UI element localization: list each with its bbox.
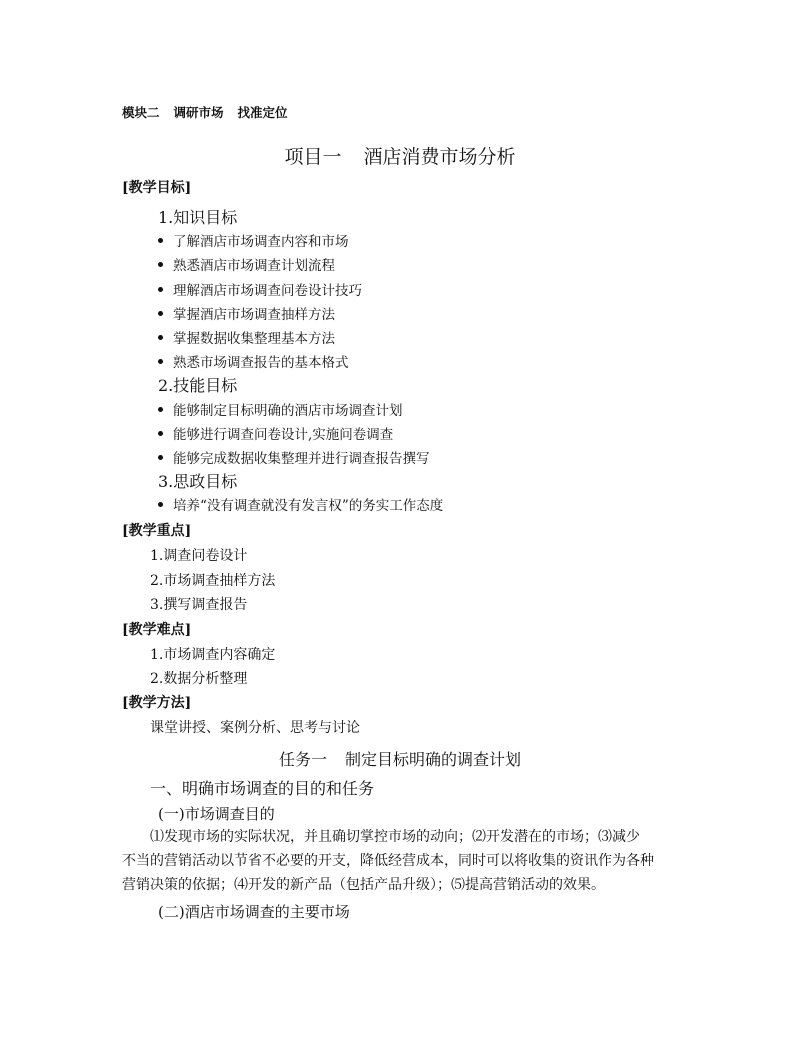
skills-item: 能够完成数据收集整理并进行调查报告撰写 (158, 453, 430, 467)
paragraph-line: ⑴发现市场的实际状况，并且确切掌控市场的动向；⑵开发潜在的市场；⑶减少 (150, 829, 640, 845)
methods-heading: [教学方法] (122, 695, 192, 711)
objectives-heading: [教学目标] (122, 180, 192, 196)
knowledge-item: 了解酒店市场调查内容和市场 (158, 236, 349, 250)
section-heading: 一、明确市场调查的目的和任务 (150, 779, 375, 798)
knowledge-item: 掌握数据收集整理基本方法 (158, 333, 335, 347)
bullet-icon (158, 335, 163, 340)
task-label: 任务一 (278, 750, 327, 769)
subsection-heading: (二)酒店市场调查的主要市场 (158, 903, 350, 921)
difficulty-item: 2.数据分析整理 (150, 671, 248, 687)
module-header (122, 107, 288, 120)
project-title (0, 148, 800, 167)
project-label: 项目一 (284, 146, 342, 168)
project-name: 酒店消费市场分析 (363, 146, 516, 168)
bullet-icon (158, 238, 163, 243)
bullet-icon (158, 502, 163, 507)
module-topic-2: 找准定位 (237, 105, 288, 120)
ideology-item: 培养“没有调查就没有发言权”的务实工作态度 (158, 500, 443, 514)
key-point-item: 3.撰写调查报告 (150, 597, 248, 613)
key-point-item: 2.市场调查抽样方法 (150, 573, 276, 589)
bullet-icon (158, 311, 163, 316)
bullet-icon (158, 455, 163, 460)
skills-item: 能够制定目标明确的酒店市场调查计划 (158, 405, 403, 419)
skills-item: 能够进行调查问卷设计,实施问卷调查 (158, 429, 393, 443)
knowledge-item: 理解酒店市场调查问卷设计技巧 (158, 285, 362, 299)
knowledge-item: 熟悉酒店市场调查计划流程 (158, 260, 335, 274)
methods-text: 课堂讲授、案例分析、思考与讨论 (150, 720, 360, 736)
module-topic-1: 调研市场 (173, 105, 224, 120)
skills-goal-title: 2.技能目标 (158, 376, 238, 395)
difficulty-item: 1.市场调查内容确定 (150, 647, 276, 663)
paragraph-line: 营销决策的依据；⑷开发的新产品（包括产品升级）；⑸提高营销活动的效果。 (122, 877, 605, 893)
bullet-icon (158, 287, 163, 292)
ideology-goal-title: 3.思政目标 (158, 472, 238, 491)
subsection-heading: (一)市场调查目的 (158, 805, 275, 823)
body-paragraph (122, 825, 682, 897)
key-point-item: 1.调查问卷设计 (150, 548, 248, 564)
knowledge-goal-title: 1.知识目标 (158, 208, 238, 227)
knowledge-item: 熟悉市场调查报告的基本格式 (158, 357, 349, 371)
knowledge-item: 掌握酒店市场调查抽样方法 (158, 309, 335, 323)
paragraph-line: 不当的营销活动以节省不必要的开支，降低经营成本，同时可以将收集的资讯作为各种 (122, 853, 654, 869)
bullet-icon (158, 359, 163, 364)
task-name: 制定目标明确的调查计划 (345, 750, 522, 769)
module-label: 模块二 (122, 105, 160, 120)
bullet-icon (158, 407, 163, 412)
bullet-icon (158, 431, 163, 436)
task-title (0, 752, 800, 768)
bullet-icon (158, 262, 163, 267)
difficulties-heading: [教学难点] (122, 622, 192, 638)
key-points-heading: [教学重点] (122, 523, 192, 539)
